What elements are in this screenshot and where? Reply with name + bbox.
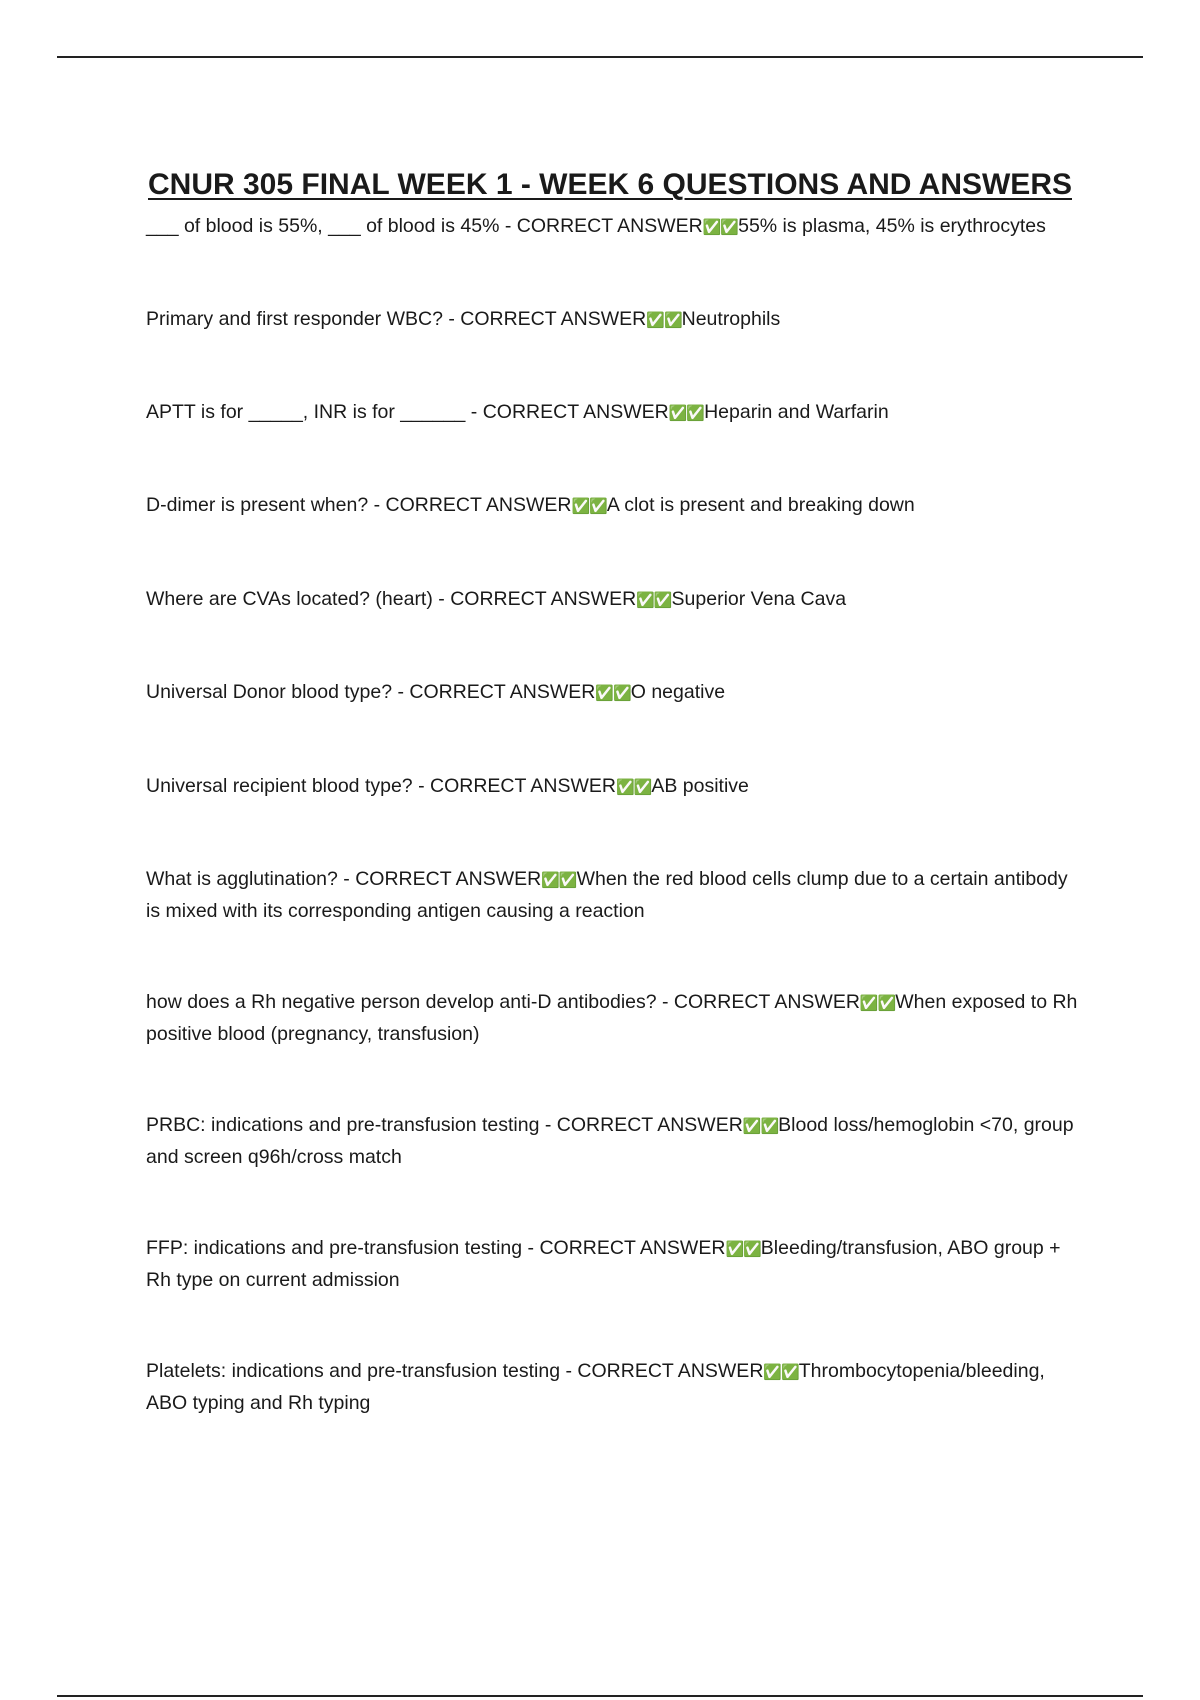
double-check-icon: ✅✅ bbox=[636, 591, 672, 609]
double-check-icon: ✅✅ bbox=[742, 1117, 779, 1135]
qa-item-4 bbox=[146, 490, 1086, 522]
answer-text: Superior Vena Cava bbox=[671, 588, 847, 610]
answer-marker: CORRECT ANSWER bbox=[673, 991, 860, 1013]
qa-item-3 bbox=[146, 397, 1086, 429]
qa-item-8 bbox=[146, 864, 1086, 927]
question-text: Platelets: indications and pre-transfusion testing - bbox=[146, 1360, 578, 1382]
question-text: APTT is for _____, INR is for ______ - bbox=[146, 401, 483, 423]
qa-item-7 bbox=[146, 771, 1086, 803]
answer-marker: CORRECT ANSWER bbox=[460, 308, 647, 330]
answer-text: 55% is plasma, 45% is erythrocytes bbox=[738, 215, 1046, 237]
qa-item-9 bbox=[146, 987, 1086, 1050]
answer-text: O negative bbox=[630, 681, 726, 703]
answer-marker: CORRECT ANSWER bbox=[409, 681, 596, 703]
double-check-icon: ✅✅ bbox=[571, 497, 607, 515]
question-text: Universal Donor blood type? - bbox=[146, 681, 410, 703]
qa-item-2 bbox=[146, 304, 1086, 336]
answer-text: Thrombocytopenia/bleeding, ABO typing and Rh typing bbox=[146, 1360, 1045, 1414]
question-text: PRBC: indications and pre-transfusion testing - bbox=[146, 1114, 557, 1136]
double-check-icon: ✅✅ bbox=[859, 994, 896, 1012]
double-check-icon: ✅✅ bbox=[702, 218, 739, 236]
question-text: Universal recipient blood type? - bbox=[146, 775, 430, 797]
answer-marker: CORRECT ANSWER bbox=[429, 775, 616, 797]
qa-item-5 bbox=[146, 584, 1086, 616]
answer-marker: CORRECT ANSWER bbox=[556, 1114, 743, 1136]
question-text: What is agglutination? - bbox=[146, 868, 356, 890]
answer-text: AB positive bbox=[651, 775, 749, 797]
answer-text: Neutrophils bbox=[681, 308, 781, 330]
answer-marker: CORRECT ANSWER bbox=[577, 1360, 764, 1382]
double-check-icon: ✅✅ bbox=[668, 404, 705, 422]
answer-marker: CORRECT ANSWER bbox=[516, 215, 703, 237]
answer-text: When exposed to Rh positive blood (pregnancy, transfusion) bbox=[146, 991, 1078, 1045]
top-rule bbox=[57, 56, 1143, 58]
double-check-icon: ✅✅ bbox=[595, 684, 631, 702]
bottom-rule bbox=[57, 1695, 1143, 1697]
answer-text: When the red blood cells clump due to a certain antibody is mixed with its corresponding antigen causing a reaction bbox=[146, 868, 1068, 922]
qa-item-10 bbox=[146, 1110, 1086, 1173]
double-check-icon: ✅✅ bbox=[763, 1363, 799, 1381]
answer-marker: CORRECT ANSWER bbox=[450, 588, 637, 610]
answer-marker: CORRECT ANSWER bbox=[355, 868, 542, 890]
answer-marker: CORRECT ANSWER bbox=[539, 1237, 726, 1259]
answer-text: A clot is present and breaking down bbox=[606, 494, 915, 516]
double-check-icon: ✅✅ bbox=[541, 871, 577, 889]
double-check-icon: ✅✅ bbox=[615, 778, 652, 796]
qa-item-11 bbox=[146, 1233, 1086, 1296]
answer-marker: CORRECT ANSWER bbox=[385, 494, 572, 516]
question-text: FFP: indications and pre-transfusion testing - bbox=[146, 1237, 540, 1259]
answer-text: Blood loss/hemoglobin <70, group and screen q96h/cross match bbox=[146, 1114, 1074, 1168]
document-title: CNUR 305 FINAL WEEK 1 - WEEK 6 QUESTIONS AND ANSWERS bbox=[148, 168, 1072, 202]
answer-text: Bleeding/transfusion, ABO group + Rh type on current admission bbox=[146, 1237, 1061, 1291]
double-check-icon: ✅✅ bbox=[725, 1240, 761, 1258]
question-text: ___ of blood is 55%, ___ of blood is 45% - bbox=[146, 215, 517, 237]
question-text: Primary and first responder WBC? - bbox=[146, 308, 461, 330]
qa-item-6 bbox=[146, 677, 1086, 709]
answer-text: Heparin and Warfarin bbox=[704, 401, 889, 423]
question-text: D-dimer is present when? - bbox=[146, 494, 386, 516]
qa-item-12 bbox=[146, 1356, 1086, 1419]
qa-item-1 bbox=[146, 211, 1086, 243]
double-check-icon: ✅✅ bbox=[646, 311, 682, 329]
question-text: Where are CVAs located? (heart) - bbox=[146, 588, 451, 610]
question-text: how does a Rh negative person develop anti-D antibodies? - bbox=[146, 991, 674, 1013]
answer-marker: CORRECT ANSWER bbox=[482, 401, 669, 423]
